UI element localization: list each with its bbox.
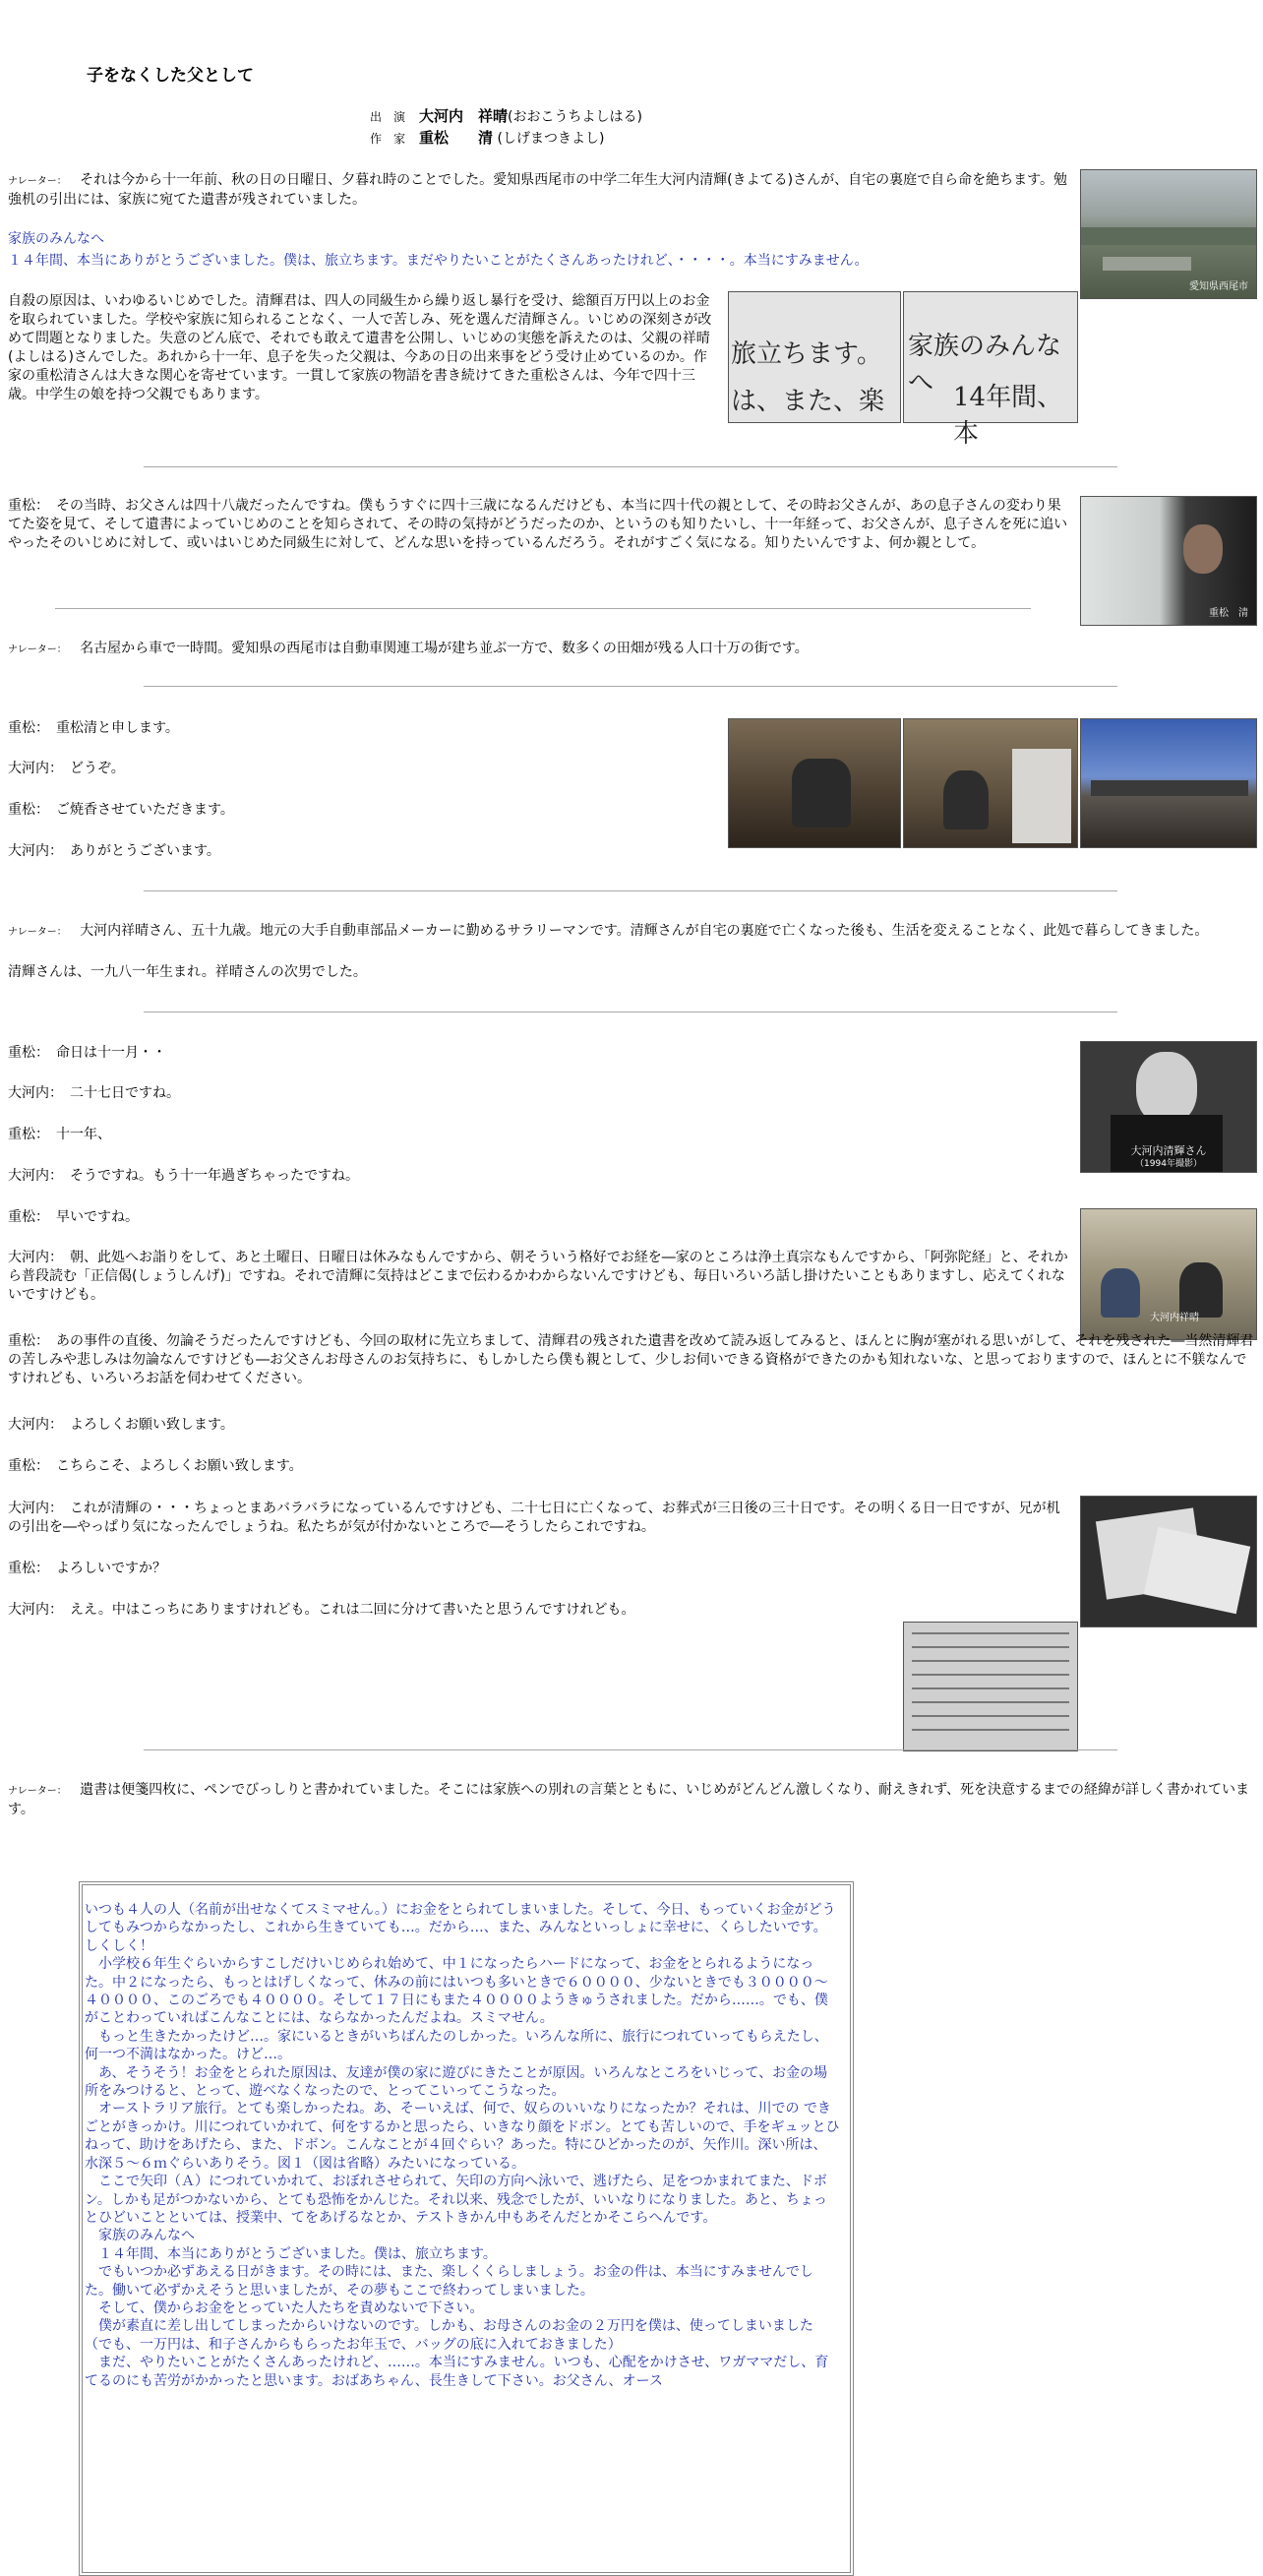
roof-shape (1091, 780, 1248, 796)
handwriting-line: 14年間、本 (953, 383, 1063, 449)
okochi-talk-2: 大河内： これが清輝の・・・ちょっとまあバラバラになっているんですけども、二十七日に亡くなって、お葬式が三日後の三十日です。その明くる日一日ですが、兄が机の引出を―やっぱり気になったんでしょうね。私たちが気が付かないところで―そうしたらこれですね。 (8, 1501, 1060, 1535)
quote-heading: 家族のみんなへ (8, 231, 104, 247)
handwriting-line: 旅立ちます。 (731, 339, 882, 369)
okochi-talk-1: 大河内： 朝、此処へお詣りをして、あと土曜日、日曜日は休みなもんですから、朝そういう格好でお経を―家のところは浄土真宗なもんですから、「阿弥陀経」と、それから普段読む「正信偈(しょうしんげ)」ですね。それで清輝に気持はどこまで伝わるかわからないんですけども、毎日いろいろ話し掛けたいこともありますし、応えてくれないですけども。 (8, 1250, 1068, 1303)
narration-1 (8, 171, 1072, 210)
portrait-photo (1080, 1041, 1257, 1173)
person-shape (943, 770, 989, 829)
face-shape (1183, 524, 1223, 574)
face-shape (1136, 1052, 1197, 1125)
dialog-line: 大河内： ええ。中はこっちにありますけれども。これは二回に分けて書いたと思うんですけれども。 (8, 1602, 635, 1618)
letter-page-photo (903, 1622, 1078, 1751)
dialog-line: 重松： こちらこそ、よろしくお願い致します。 (8, 1458, 303, 1474)
narration-text: 遺書は便箋四枚に、ペンでびっしりと書かれていました。そこには家族への別れの言葉とともに、いじめがどんどん激しくなり、耐えきれず、死を決意するまでの経緯が詳しく書かれています。 (8, 1782, 1250, 1817)
divider (144, 890, 1117, 891)
paper-shape (1144, 1527, 1250, 1614)
paper (729, 292, 900, 422)
letter-closeup-photo (903, 291, 1078, 449)
credit-role: 出 演 (370, 110, 406, 124)
photo-caption: 重松 清 (1209, 608, 1248, 619)
credits (370, 106, 642, 150)
town-shape (1103, 257, 1191, 271)
handwriting-lines (912, 1632, 1069, 1634)
dialog-line: 大河内： ありがとうございます。 (8, 843, 220, 859)
narrator-label: ナレーター： (8, 1786, 67, 1797)
person-shape (792, 759, 851, 828)
dialog-line: 大河内： 二十七日ですね。 (8, 1085, 180, 1101)
narration-3 (8, 640, 1072, 659)
photo-caption: （1994年撮影） (1135, 1159, 1202, 1169)
dialog-line: 重松： 十一年、 (8, 1127, 111, 1142)
narration-2: 自殺の原因は、いわゆるいじめでした。清輝君は、四人の同級生から繰り返し暴行を受け、総額百万円以上のお金を取られていました。学校や家族に知られることなく、一人で苦しみ、死を選んだ清輝さん。いじめの深刻さが改めて問題となりました。失意のどん底で、それでも敢えて遺書を公開し、いじめの実態を訴えたのは、父親の祥晴(よしはる)さんでした。あれから十一年、息子を失った父親は、今あの日の出来事をどう受け止めているのか。作家の重松清さんは大きな関心を寄せています。一貫して家族の物語を書き続けてきた重松さんは、今年で四十三歳。中学生の娘を持つ父親でもあります。 (8, 293, 712, 402)
shigematsu-talk-2: 重松： あの事件の直後、勿論そうだったんですけども、今回の取材に先立ちまして、清輝君の残された遺書を改めて読み返してみると、ほんとに胸が塞がれる思いがして、それを残された―当然清輝君の苦しみや悲しみは勿論なんですけども―お父さんお母さんのお気持ちに、もしかしたら僕も親として、少しお伺いできる資格ができたのかも知れないな、と思っておりますので、ほんとに不躾なんですけれども、いろいろお話を伺わせてください。 (8, 1333, 1254, 1386)
prayer-photo (1080, 1208, 1257, 1340)
divider (144, 686, 1117, 687)
narration-5 (8, 1781, 1255, 1819)
quote-line: １４年間、本当にありがとうございました。僕は、旅立ちます。まだやりたいことがたくさんあったけれど、・・・・。本当にすみません。 (8, 253, 869, 269)
page-title: 子をなくした父として (87, 66, 254, 86)
dialog-line: 大河内： そうですね。もう十一年過ぎちゃったですね。 (8, 1168, 359, 1184)
divider (144, 1749, 1117, 1750)
narration-4b: 清輝さんは、一九八一年生まれ。祥晴さんの次男でした。 (8, 964, 367, 980)
altar-photo (728, 718, 901, 848)
letter-closeup-photo (728, 291, 901, 423)
narration-text: それは今から十一年前、秋の日の日曜日、夕暮れ時のことでした。愛知県西尾市の中学二年生大河内清輝(きよてる)さんが、自宅の裏庭で自ら命を絶ちます。勉強机の引出には、家族に宛てた遺書が残されていました。 (8, 172, 1067, 208)
landscape-photo (1080, 169, 1257, 299)
dialog-line: 重松： 重松清と申します。 (8, 720, 179, 736)
photo-caption: 愛知県西尾市 (1189, 281, 1248, 292)
paper (904, 292, 1077, 449)
credit-name: 重松 清 (419, 129, 494, 147)
dialog-line: 重松： 命日は十一月・・ (8, 1045, 166, 1061)
person-shape (1012, 749, 1071, 843)
divider (55, 608, 1031, 609)
photo-caption: 大河内清輝さん (1130, 1144, 1207, 1157)
house-photo (1080, 718, 1257, 848)
handwriting-line: 家族のみんなへ (908, 332, 1062, 398)
will-letter-box (79, 1881, 854, 2576)
person-shape (1101, 1268, 1140, 1318)
dialog-line: 重松： 早いですね。 (8, 1209, 139, 1225)
will-letter-text: いつも４人の人（名前が出せなくてスミマせん。）にお金をとられてしまいました。そして、今日、もっていくお金がどうしてもみつからなかったし、これから生きていても…。だから…、また、みんなといっしょに幸せに、くらしたいです。しくしく！ 小学校６年生ぐらいからすこしだけいじめられ始めて、中１になったらハードになって、お金をとられるようになった。中２になったら、もっとはげしくなって、休みの前にはいつも多いときで６００００、少ないときでも３００００～４００００、このごろでも４００００。そして１７日にもまた４００００ようきゅうされました。だから……。でも、僕がことわっていればこんなことには、ならなかったんだよね。スミマせん。 もっと生きたかったけど…。家にいるときがいちばんたのしかった。いろんな所に、旅行につれていってもらえたし、何一つ不満はなかった。けど…。 あ、そうそう！お金をとられた原因は、友達が僕の家に遊びにきたことが原因。いろんなところをいじって、お金の場所をみつけると、とって、遊べなくなったので、とってこいってこうなった。 オーストラリア旅行。とても楽しかったね。あ、そーいえば、何で、奴らのいいなりになったか？それは、川での できごとがきっかけ。川につれていかれて、何をするかと思ったら、いきなり顔をドボン。とても苦しいので、手をギュッとひねって、助けをあげたら、また、ドボン。こんなことが４回ぐらい？あった。特にひどかったのが、矢作川。深い所は、水深５～６ｍぐらいありそう。図１（図は省略）みたいになっている。 ここで矢印（Ａ）につれていかれて、おぼれさせられて、矢印の方向へ泳いで、逃げたら、足をつかまれてまた、ドボン。しかも足がつかないから、とても恐怖をかんじた。それ以来、残念でしたが、いいなりになりました。あと、ちょっとひどいことといては、授業中、てをあげるなとか、テストきかん中もあそんだとかそこらへんです。 家族のみんなへ １４年間、本当にありがとうございました。僕は、旅立ちます。 でもいつか必ずあえる日がきます。その時には、また、楽しくくらしましょう。お金の件は、本当にすみませんでした。働いて必ずかえそうと思いましたが、その夢もここで終わってしまいました。 そして、僕からお金をとっていた人たちを責めないで下さい。 僕が素直に差し出してしまったからいけないのです。しかも、お母さんのお金の２万円を僕は、使ってしまいました（でも、一万円は、和子さんからもらったお年玉で、バッグの底に入れておきました） まだ、やりたいことがたくさんあったけれど、……。本当にすみません。いつも、心配をかけさせ、ワガママだし、育てるのにも苦労がかかったと思います。おばあちゃん、長生きして下さい。お父さん、オース (85, 1902, 840, 2389)
dialog-line: 大河内： どうぞ。 (8, 761, 125, 776)
credit-writer (370, 128, 642, 150)
narration-4 (8, 922, 1255, 942)
dialog-line: 大河内： よろしくお願い致します。 (8, 1417, 234, 1433)
photo-caption: 大河内祥晴 (1150, 1313, 1199, 1323)
dialog-line: 重松： ご焼香させていただきます。 (8, 802, 234, 818)
narration-text: 名古屋から車で一時間。愛知県の西尾市は自動車関連工場が建ち並ぶ一方で、数多くの田畑が残る人口十万の街です。 (80, 641, 809, 656)
narrator-label: ナレーター： (8, 927, 67, 938)
handwriting-line: は、また、楽 (731, 387, 885, 416)
shigematsu-photo (1080, 496, 1257, 626)
narrator-label: ナレーター： (8, 644, 67, 655)
narrator-label: ナレーター： (8, 176, 67, 187)
credit-performer (370, 106, 642, 128)
narration-text: 大河内祥晴さん、五十九歳。地元の大手自動車部品メーカーに勤めるサラリーマンです。清輝さんが自宅の裏庭で亡くなった後も、生活を変えることなく、此処で暮らしてきました。 (80, 923, 1209, 939)
meeting-photo (903, 718, 1078, 848)
credit-role: 作 家 (370, 132, 406, 146)
will-letter-inner (82, 1884, 851, 2573)
divider (144, 466, 1117, 467)
credit-reading: (しげまつきよし) (493, 131, 605, 147)
credit-name: 大河内 祥晴 (419, 107, 509, 125)
dialog-line: 重松： よろしいですか？ (8, 1561, 166, 1576)
shigematsu-talk-1: 重松： その当時、お父さんは四十八歳だったんですね。僕もうすぐに四十三歳になるんだけども、本当に四十代の親として、その時お父さんが、あの息子さんの変わり果てた姿を見て、そして遺書によっていじめのことを知らされて、その時の気持がどうだったのか、というのも知りたいし、十一年経って、お父さんが、息子さんを死に追いやったそのいじめに対して、或いはいじめた同級生に対して、どんな思いを持っているんだろう。それがすごく気になる。知りたいんですよ、何か親として。 (8, 498, 1068, 551)
letter-pile-photo (1080, 1496, 1257, 1627)
hill-shape (1081, 227, 1256, 245)
credit-reading: (おおこうちよしはる) (508, 109, 642, 125)
